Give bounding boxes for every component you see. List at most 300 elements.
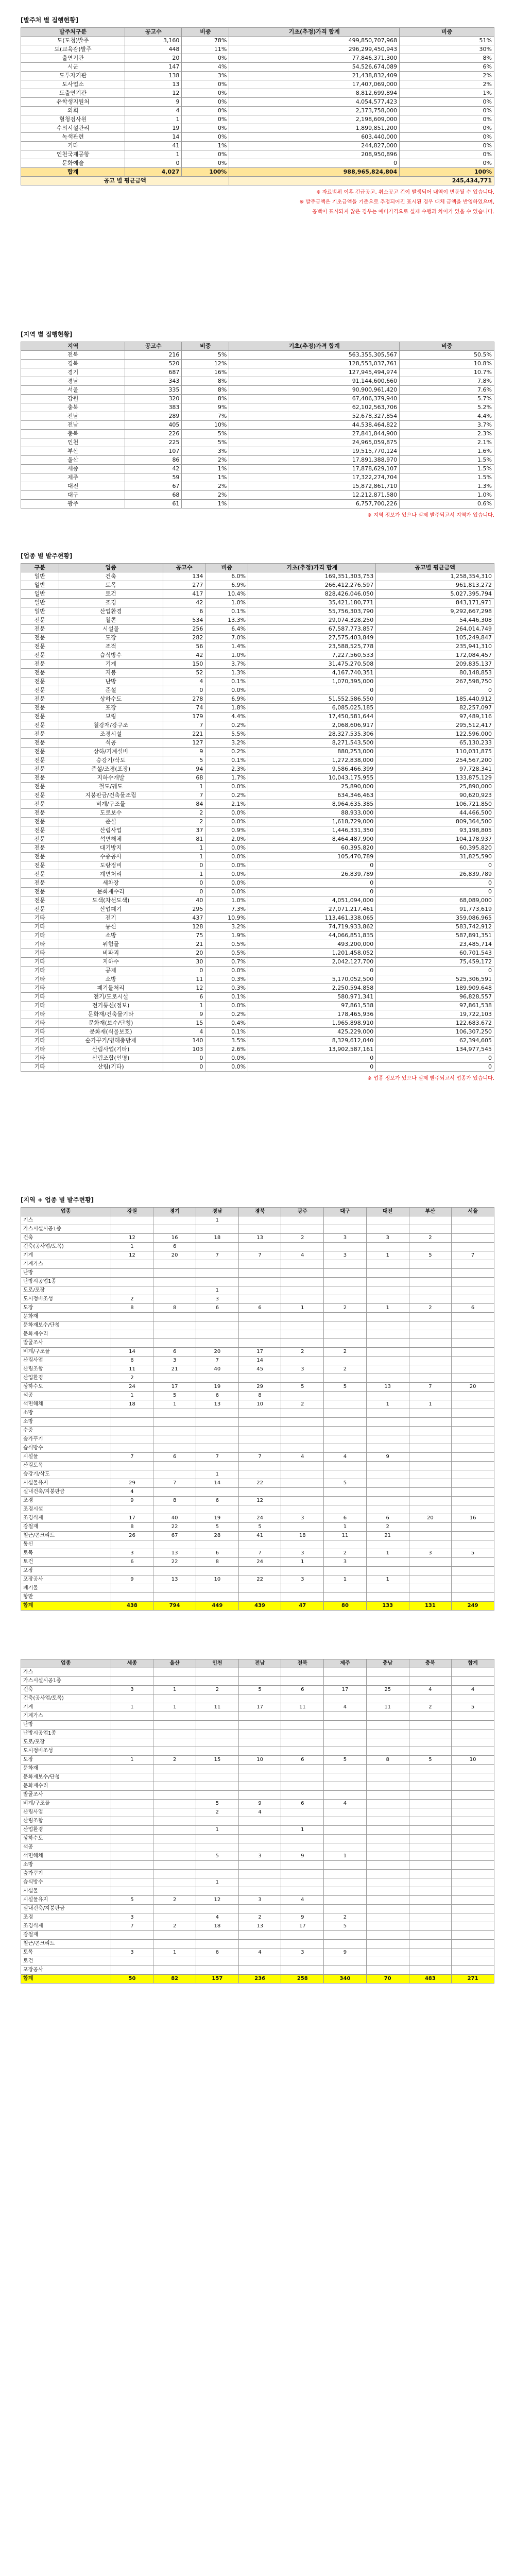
table-row <box>21 1392 494 1400</box>
table-cell: 가스시설시공1종 <box>21 1677 111 1686</box>
table-cell: 6.4% <box>205 625 248 634</box>
table-cell: 3 <box>281 1514 324 1523</box>
table-cell <box>324 1966 367 1975</box>
table-cell: 13 <box>196 1400 239 1409</box>
table-cell <box>452 1453 494 1462</box>
column-header: 제주 <box>324 1659 367 1668</box>
table-cell <box>111 1870 153 1878</box>
table-cell: 4,051,094,000 <box>248 896 376 905</box>
table-row <box>21 1703 494 1712</box>
table-cell: 17 <box>153 1383 196 1392</box>
table-cell: 습식방수 <box>59 651 163 660</box>
section-industry-status <box>21 551 494 1081</box>
table-cell <box>452 1957 494 1966</box>
table-cell <box>153 1444 196 1453</box>
table-cell <box>409 1567 452 1575</box>
table-cell <box>452 1773 494 1782</box>
table-cell: 0.2% <box>205 791 248 800</box>
table-cell: 6 <box>196 1549 239 1558</box>
table-cell <box>452 1523 494 1532</box>
table-cell: 전문 <box>21 896 59 905</box>
table-cell <box>409 1931 452 1940</box>
table-cell: 0 <box>163 1063 205 1072</box>
table-cell <box>111 1852 153 1861</box>
table-row <box>21 1861 494 1870</box>
table-row <box>21 704 494 713</box>
table-row <box>21 1878 494 1887</box>
table-cell <box>111 1462 153 1470</box>
table-cell <box>238 1905 281 1913</box>
table-cell <box>324 1677 367 1686</box>
table-cell: 437 <box>163 914 205 923</box>
table-cell: 10 <box>452 1756 494 1765</box>
table-cell: 30 <box>163 958 205 967</box>
table-cell <box>366 1712 409 1721</box>
table-cell: 도장 <box>21 1304 111 1313</box>
table-cell: 55,756,303,790 <box>248 607 376 616</box>
table-cell: 실내건축/지붕판금 <box>21 1905 111 1913</box>
table-cell: 525,306,591 <box>376 975 494 984</box>
table-cell: 4 <box>281 1453 324 1462</box>
table-cell: 포장 <box>59 704 163 713</box>
table-cell: 울산 <box>21 456 125 465</box>
table-cell: 7 <box>196 1357 239 1365</box>
table-cell: 9 <box>163 1010 205 1019</box>
table-cell: 2 <box>324 1348 367 1357</box>
table-cell: 3 <box>324 1251 367 1260</box>
table-cell <box>452 1712 494 1721</box>
table-cell <box>196 1225 239 1234</box>
table-cell: 7.0% <box>205 634 248 642</box>
table-cell <box>452 1922 494 1931</box>
table-row <box>21 1444 494 1453</box>
table-cell: 90,620,923 <box>376 791 494 800</box>
table-cell: 지붕 <box>59 669 163 677</box>
table-cell: 1% <box>400 89 494 98</box>
table-cell <box>281 1957 324 1966</box>
table-cell: 가스시설시공1종 <box>21 1225 111 1234</box>
table-cell <box>409 1532 452 1540</box>
table-cell: 103 <box>163 1045 205 1054</box>
table-row <box>21 1721 494 1730</box>
table-cell: 서울 <box>21 386 125 395</box>
table-cell <box>324 1905 367 1913</box>
table-cell <box>409 1861 452 1870</box>
table-cell: 석공 <box>21 1843 111 1852</box>
table-row <box>21 368 494 377</box>
table-cell: 1 <box>196 1216 239 1225</box>
table-cell <box>366 1216 409 1225</box>
table-cell: 5 <box>196 1523 239 1532</box>
client-table <box>21 27 494 185</box>
table-cell: 68 <box>163 774 205 783</box>
table-row <box>21 975 494 984</box>
table-cell: 266,412,276,597 <box>248 581 376 590</box>
table-cell <box>196 1409 239 1418</box>
table-cell: 전문 <box>21 616 59 625</box>
table-cell <box>196 1278 239 1286</box>
table-cell: 172,084,457 <box>376 651 494 660</box>
table-cell: 발굴조사 <box>21 1791 111 1800</box>
table-cell: 67,406,379,940 <box>229 395 400 403</box>
table-cell: 7.8% <box>400 377 494 386</box>
table-cell <box>238 1826 281 1835</box>
table-cell: 21 <box>366 1532 409 1540</box>
table-cell <box>281 1765 324 1773</box>
table-cell: 0.0% <box>205 783 248 791</box>
table-cell: 6 <box>366 1514 409 1523</box>
table-cell: 8 <box>111 1304 153 1313</box>
table-cell: 289 <box>125 412 182 421</box>
table-cell: 경기 <box>21 368 125 377</box>
table-row <box>21 1462 494 1470</box>
table-cell <box>281 1462 324 1470</box>
table-cell: 3 <box>324 1234 367 1243</box>
table-row <box>21 1225 494 1234</box>
table-cell <box>324 1843 367 1852</box>
table-cell: 일반 <box>21 572 59 581</box>
table-cell <box>196 1940 239 1948</box>
table-cell: 0 <box>229 159 400 168</box>
table-cell: 1 <box>281 1826 324 1835</box>
table-cell: 건축(공사업/토목) <box>21 1243 111 1251</box>
table-row <box>21 730 494 739</box>
table-cell: 3 <box>324 1558 367 1567</box>
table-cell: 0.2% <box>205 748 248 756</box>
table-cell: 0 <box>163 888 205 896</box>
table-cell: 경남 <box>21 377 125 386</box>
table-cell: 합계 <box>21 1975 111 1984</box>
table-cell: 도시정비조성 <box>21 1747 111 1756</box>
table-cell: 4 <box>452 1686 494 1694</box>
table-cell: 전문 <box>21 818 59 826</box>
table-cell <box>452 1418 494 1427</box>
table-cell <box>281 1966 324 1975</box>
table-cell: 278 <box>163 695 205 704</box>
table-cell: 104,178,937 <box>376 835 494 844</box>
table-row <box>21 1045 494 1054</box>
table-cell: 도장 <box>21 1756 111 1765</box>
table-row <box>21 791 494 800</box>
table-cell <box>366 1339 409 1348</box>
table-cell: 토목 <box>21 1549 111 1558</box>
table-cell <box>366 1677 409 1686</box>
table-cell: 0 <box>248 879 376 888</box>
table-cell <box>153 1374 196 1383</box>
table-cell: 51% <box>400 37 494 45</box>
table-cell: 97,489,116 <box>376 713 494 721</box>
average-value: 245,434,771 <box>229 177 494 185</box>
table-cell: 1 <box>111 1756 153 1765</box>
table-cell: 일반 <box>21 607 59 616</box>
table-cell <box>238 1870 281 1878</box>
table-cell: 10,043,175,955 <box>248 774 376 783</box>
table-cell <box>366 1870 409 1878</box>
table-cell: 3.5% <box>205 1037 248 1045</box>
table-cell: 809,364,500 <box>376 818 494 826</box>
table-cell <box>366 1887 409 1896</box>
table-cell: 상하수도 <box>21 1835 111 1843</box>
table-cell <box>452 1878 494 1887</box>
table-cell <box>196 1444 239 1453</box>
table-cell: 16 <box>153 1234 196 1243</box>
table-cell: 417 <box>163 590 205 599</box>
table-cell: 256 <box>163 625 205 634</box>
table-cell: 41 <box>238 1532 281 1540</box>
table-cell <box>196 1339 239 1348</box>
table-cell <box>281 1313 324 1321</box>
table-cell: 철도/궤도 <box>59 783 163 791</box>
table-cell: 448 <box>125 45 182 54</box>
table-cell <box>153 1747 196 1756</box>
table-cell: 1 <box>281 1558 324 1567</box>
table-cell: 전문 <box>21 704 59 713</box>
table-cell: 27,071,217,461 <box>248 905 376 914</box>
table-cell: 18 <box>111 1400 153 1409</box>
table-cell: 178,465,936 <box>248 1010 376 1019</box>
table-cell: 17,407,069,000 <box>229 80 400 89</box>
table-cell <box>324 1505 367 1514</box>
table-cell: 2.0% <box>205 835 248 844</box>
table-cell: 0 <box>163 861 205 870</box>
table-cell: 131 <box>409 1602 452 1611</box>
table-cell: 14 <box>238 1357 281 1365</box>
table-row <box>21 1054 494 1063</box>
table-cell <box>196 1462 239 1470</box>
table-cell: 68 <box>125 491 182 500</box>
table-cell <box>366 1738 409 1747</box>
table-cell <box>324 1339 367 1348</box>
table-row <box>21 1730 494 1738</box>
table-cell: 전문 <box>21 765 59 774</box>
table-cell: 0% <box>182 98 229 107</box>
table-cell: 기타 <box>21 967 59 975</box>
table-row <box>21 634 494 642</box>
table-cell <box>281 1870 324 1878</box>
table-cell <box>111 1878 153 1887</box>
table-cell: 634,346,463 <box>248 791 376 800</box>
column-header: 기초(추정)가격 합계 <box>248 564 376 572</box>
table-row <box>21 1251 494 1260</box>
table-cell <box>409 1878 452 1887</box>
table-cell: 17 <box>281 1922 324 1931</box>
table-cell: 2% <box>182 491 229 500</box>
table-cell: 687 <box>125 368 182 377</box>
table-cell <box>281 1747 324 1756</box>
table-cell <box>452 1584 494 1593</box>
table-cell <box>324 1400 367 1409</box>
table-cell <box>324 1861 367 1870</box>
table-cell: 산림조합 <box>21 1365 111 1374</box>
table-cell: 81 <box>163 835 205 844</box>
table-cell <box>366 1940 409 1948</box>
table-cell: 철강재/강구조 <box>59 721 163 730</box>
table-cell <box>452 1835 494 1843</box>
table-cell: 비계/구조물 <box>59 800 163 809</box>
table-cell: 비계/구조물 <box>21 1348 111 1357</box>
table-cell: 2 <box>409 1234 452 1243</box>
table-cell <box>409 1558 452 1567</box>
table-cell <box>196 1765 239 1773</box>
table-cell <box>409 1905 452 1913</box>
table-cell: 2 <box>281 1400 324 1409</box>
table-cell: 9 <box>281 1913 324 1922</box>
table-cell <box>238 1773 281 1782</box>
table-cell <box>281 1791 324 1800</box>
table-cell: 비계/구조물 <box>21 1800 111 1808</box>
table-cell <box>153 1887 196 1896</box>
table-cell <box>366 1765 409 1773</box>
table-cell: 폐기물처리 <box>59 984 163 993</box>
table-cell: 전문 <box>21 791 59 800</box>
table-cell: 29 <box>238 1383 281 1392</box>
table-cell: 3 <box>196 1295 239 1304</box>
table-cell: 208,950,896 <box>229 150 400 159</box>
table-cell <box>196 1243 239 1251</box>
table-cell: 60,701,543 <box>376 949 494 958</box>
table-cell: 0.0% <box>205 853 248 861</box>
table-cell: 11% <box>182 45 229 54</box>
table-cell <box>409 1940 452 1948</box>
table-cell: 6 <box>153 1453 196 1462</box>
table-cell: 20 <box>153 1251 196 1260</box>
table-cell: 9 <box>281 1852 324 1861</box>
table-row <box>21 1905 494 1913</box>
table-cell <box>196 1861 239 1870</box>
table-cell <box>409 1365 452 1374</box>
table-cell: 78% <box>182 37 229 45</box>
table-cell <box>281 1843 324 1852</box>
table-cell: 4 <box>281 1251 324 1260</box>
column-header: 서울 <box>452 1208 494 1216</box>
table-cell: 문화재수리 <box>21 1330 111 1339</box>
table-cell: 도사업소 <box>21 80 125 89</box>
table-row <box>21 1843 494 1852</box>
table-row <box>21 1010 494 1019</box>
table-row <box>21 115 494 124</box>
table-cell: 소방 <box>21 1409 111 1418</box>
table-row <box>21 940 494 949</box>
table-cell: 5 <box>409 1251 452 1260</box>
table-cell: 52 <box>163 669 205 677</box>
table-cell: 계면처리 <box>59 870 163 879</box>
table-cell <box>409 1497 452 1505</box>
table-cell <box>452 1931 494 1940</box>
table-cell <box>153 1330 196 1339</box>
table-cell: 56 <box>163 642 205 651</box>
table-row <box>21 625 494 634</box>
table-cell <box>111 1435 153 1444</box>
table-row <box>21 642 494 651</box>
table-cell <box>111 1843 153 1852</box>
table-cell: 22 <box>238 1479 281 1488</box>
table-cell <box>452 1488 494 1497</box>
table-row <box>21 1540 494 1549</box>
table-cell <box>324 1835 367 1843</box>
table-cell <box>281 1497 324 1505</box>
table-cell <box>366 1269 409 1278</box>
table-cell: 1 <box>366 1400 409 1409</box>
table-cell: 0.5% <box>205 940 248 949</box>
table-cell <box>452 1339 494 1348</box>
table-cell <box>281 1295 324 1304</box>
table-cell: 1% <box>182 465 229 473</box>
table-cell: 449 <box>196 1602 239 1611</box>
table-cell <box>324 1286 367 1295</box>
table-cell: 580,971,341 <box>248 993 376 1002</box>
table-cell: 1 <box>366 1575 409 1584</box>
table-cell: 통신 <box>21 1540 111 1549</box>
table-row <box>21 1966 494 1975</box>
table-row <box>21 721 494 730</box>
table-cell <box>452 1435 494 1444</box>
section-client-status <box>21 15 494 215</box>
column-header: 업종 <box>59 564 163 572</box>
table-cell: 5 <box>153 1392 196 1400</box>
table-cell: 1 <box>196 1470 239 1479</box>
table-cell: 공제 <box>59 967 163 975</box>
table-cell <box>409 1575 452 1584</box>
table-cell <box>409 1470 452 1479</box>
table-cell: 2.3% <box>400 430 494 438</box>
table-cell <box>111 1826 153 1835</box>
table-cell <box>153 1677 196 1686</box>
table-cell: 5% <box>182 351 229 360</box>
table-cell: 전문 <box>21 905 59 914</box>
table-row <box>21 905 494 914</box>
table-cell <box>366 1418 409 1427</box>
table-cell: 134 <box>163 572 205 581</box>
table-cell <box>153 1738 196 1747</box>
table-cell <box>452 1497 494 1505</box>
table-cell <box>366 1826 409 1835</box>
table-row <box>21 351 494 360</box>
table-cell <box>409 1540 452 1549</box>
table-cell <box>238 1488 281 1497</box>
table-cell: 석면해체 <box>59 835 163 844</box>
table-cell: 기타 <box>21 949 59 958</box>
table-cell: 6 <box>196 1304 239 1313</box>
table-cell: 전문 <box>21 713 59 721</box>
table-cell: 0 <box>163 1054 205 1063</box>
table-cell <box>281 1409 324 1418</box>
column-header: 비중 <box>400 342 494 351</box>
table-cell <box>324 1817 367 1826</box>
table-cell <box>196 1791 239 1800</box>
table-row <box>21 1453 494 1462</box>
table-cell: 13.3% <box>205 616 248 625</box>
table-cell <box>366 1896 409 1905</box>
table-cell <box>153 1462 196 1470</box>
table-cell <box>366 1567 409 1575</box>
table-cell <box>409 1584 452 1593</box>
table-cell: 113,461,338,065 <box>248 914 376 923</box>
table-cell <box>196 1773 239 1782</box>
table-cell: 5,170,052,500 <box>248 975 376 984</box>
region-industry-table-b <box>21 1659 494 1984</box>
table-cell: 1% <box>182 473 229 482</box>
table-cell: 도(교육감)발주 <box>21 45 125 54</box>
table-cell <box>111 1260 153 1269</box>
table-cell: 3 <box>111 1948 153 1957</box>
table-cell: 13,902,587,161 <box>248 1045 376 1054</box>
table-row <box>21 1019 494 1028</box>
table-cell: 37 <box>163 826 205 835</box>
table-row <box>21 1523 494 1532</box>
table-row <box>21 37 494 45</box>
table-row <box>21 124 494 133</box>
table-cell <box>238 1418 281 1427</box>
